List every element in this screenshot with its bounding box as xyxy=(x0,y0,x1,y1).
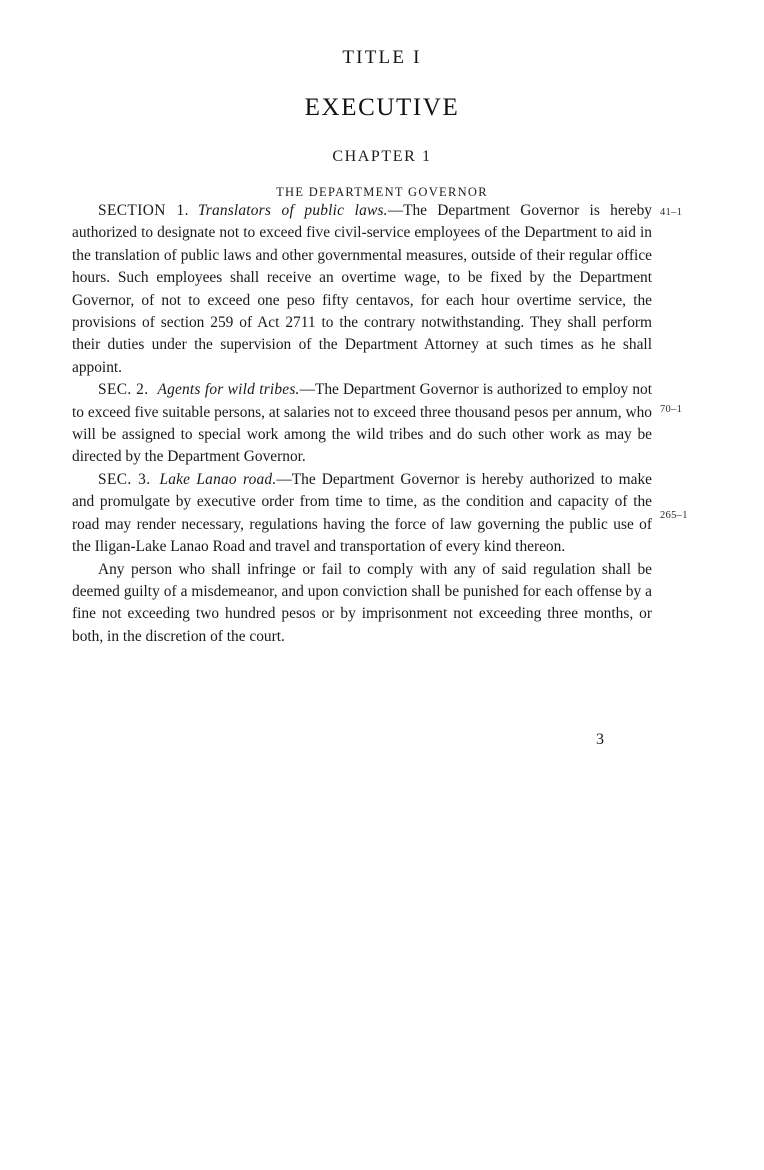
section-body-1: —The Department Governor is hereby authorized to designate not to exceed five civil-service employees of the Department to aid in the translation of public laws and other governmental measures, outside of their regular office hours. Such employees shall receive an overtime wage, to be fixed by the Department Governor, of not to exceed one peso fifty centavos, for each hour overtime service, the provisions of section 259 of Act 2711 to the contrary notwithstanding. They shall perform their duties under the supervision of the Department Attorney at such times as he shall appoint. xyxy=(72,202,652,376)
section-paragraph-2 xyxy=(72,379,652,469)
section-paragraph-3 xyxy=(72,469,652,559)
section-number-1: SECTION 1. xyxy=(98,202,189,219)
chapter-subheading: THE DEPARTMENT GOVERNOR xyxy=(276,184,488,199)
section-number-3: SEC. 3. xyxy=(98,470,151,488)
section-caption-2: Agents for wild tribes. xyxy=(157,381,300,399)
closing-paragraph: Any person who shall infringe or fail to comply with any of said regulation shall be deemed guilty of a misdemeanor, and upon conviction shall be punished for each offense by a fine not exceeding two hundred pesos or by imprisonment not exceeding three months, or both, in the discretion of the court. xyxy=(72,560,652,645)
section-body-2: —The Department Governor is authorized to employ not to exceed five suitable persons, at salaries not to exceed three thousand pesos per annum, who will be assigned to special work among the wild tribes and do such other work as may be directed by the Department Governor. xyxy=(72,381,652,466)
section-paragraph-1 xyxy=(72,200,652,379)
page-number: 3 xyxy=(596,731,604,748)
marginal-note-section-1: 41–1 xyxy=(660,207,683,218)
section-caption-1: Translators of public laws. xyxy=(197,202,388,219)
marginal-note-section-3: 265–1 xyxy=(660,510,688,521)
body-column xyxy=(72,200,652,648)
title-name: EXECUTIVE xyxy=(304,93,460,121)
page-heading-block xyxy=(0,48,764,200)
chapter-heading: CHAPTER 1 xyxy=(332,148,432,166)
title-number: TITLE I xyxy=(342,47,422,68)
section-caption-3: Lake Lanao road. xyxy=(159,470,277,488)
section-body-3: —The Department Governor is hereby authorized to make and promulgate by executive order from time to time, as the condition and capacity of the road may render necessary, regulations having the force of law governing the public use of the Iligan-Lake Lanao Road and travel and transportation of every kind thereon. xyxy=(72,470,652,556)
marginal-note-section-2: 70–1 xyxy=(660,404,683,415)
section-number-2: SEC. 2. xyxy=(98,381,149,399)
